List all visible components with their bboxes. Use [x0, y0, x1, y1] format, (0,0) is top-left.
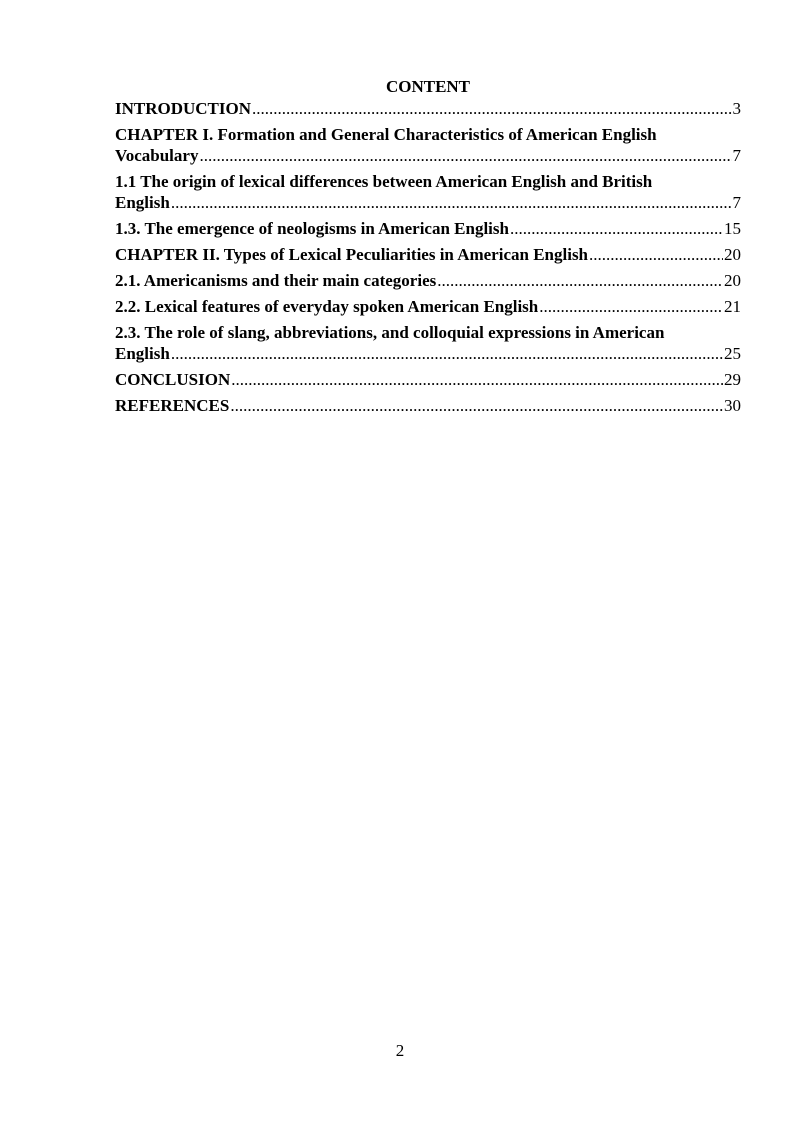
dot-leader — [510, 218, 723, 239]
toc-entry-page: 7 — [732, 193, 741, 212]
toc-entry-chapter-2[interactable] — [115, 244, 741, 265]
toc-entry-label: INTRODUCTION — [115, 99, 252, 118]
toc-entry-page: 20 — [724, 245, 741, 264]
toc-entry-chapter-1[interactable] — [115, 124, 741, 166]
toc-entry-1-3[interactable] — [115, 218, 741, 239]
toc-entry-2-2[interactable] — [115, 296, 741, 317]
toc-entry-page: 15 — [724, 219, 741, 238]
dot-leader — [171, 192, 732, 213]
toc-entry-page: 21 — [724, 297, 741, 316]
dot-leader — [539, 296, 723, 317]
toc-entry-label: REFERENCES — [115, 396, 230, 415]
toc-entry-page: 20 — [724, 271, 741, 290]
toc-entry-label: 2.1. Americanisms and their main categories — [115, 271, 437, 290]
toc-entry-page: 25 — [724, 344, 741, 363]
toc-entry-conclusion[interactable] — [115, 369, 741, 390]
toc-entry-label-line1: 1.1 The origin of lexical differences between American English and British — [115, 172, 653, 191]
toc-entry-label: CHAPTER II. Types of Lexical Peculiarities in American English — [115, 245, 589, 264]
dot-leader — [199, 145, 731, 166]
dot-leader — [230, 395, 723, 416]
toc-entry-references[interactable] — [115, 395, 741, 416]
toc-entry-introduction[interactable] — [115, 98, 741, 119]
toc-entry-label: 1.3. The emergence of neologisms in American English — [115, 219, 509, 238]
dot-leader — [171, 343, 723, 364]
toc-entry-label-line1: 2.3. The role of slang, abbreviations, and colloquial expressions in American — [115, 323, 665, 342]
toc-entry-page: 29 — [724, 370, 741, 389]
page-number: 2 — [395, 1041, 405, 1060]
toc-title: CONTENT — [385, 77, 471, 96]
toc-entry-label: English — [115, 193, 170, 212]
dot-leader — [231, 369, 723, 390]
toc-entry-page: 7 — [732, 146, 741, 165]
toc-entry-label: English — [115, 344, 170, 363]
toc-entry-page: 3 — [732, 99, 741, 118]
toc-entry-1-1[interactable] — [115, 171, 741, 213]
toc-entry-label: 2.2. Lexical features of everyday spoken American English — [115, 297, 539, 316]
toc-entry-2-1[interactable] — [115, 270, 741, 291]
toc-entry-2-3[interactable] — [115, 322, 741, 364]
dot-leader — [589, 244, 723, 265]
dot-leader — [437, 270, 723, 291]
toc-entry-page: 30 — [724, 396, 741, 415]
table-of-contents — [115, 77, 741, 421]
toc-entry-label: Vocabulary — [115, 146, 199, 165]
dot-leader — [252, 98, 731, 119]
toc-entry-label: CONCLUSION — [115, 370, 231, 389]
toc-entry-label-line1: CHAPTER I. Formation and General Characteristics of American English — [115, 125, 657, 144]
